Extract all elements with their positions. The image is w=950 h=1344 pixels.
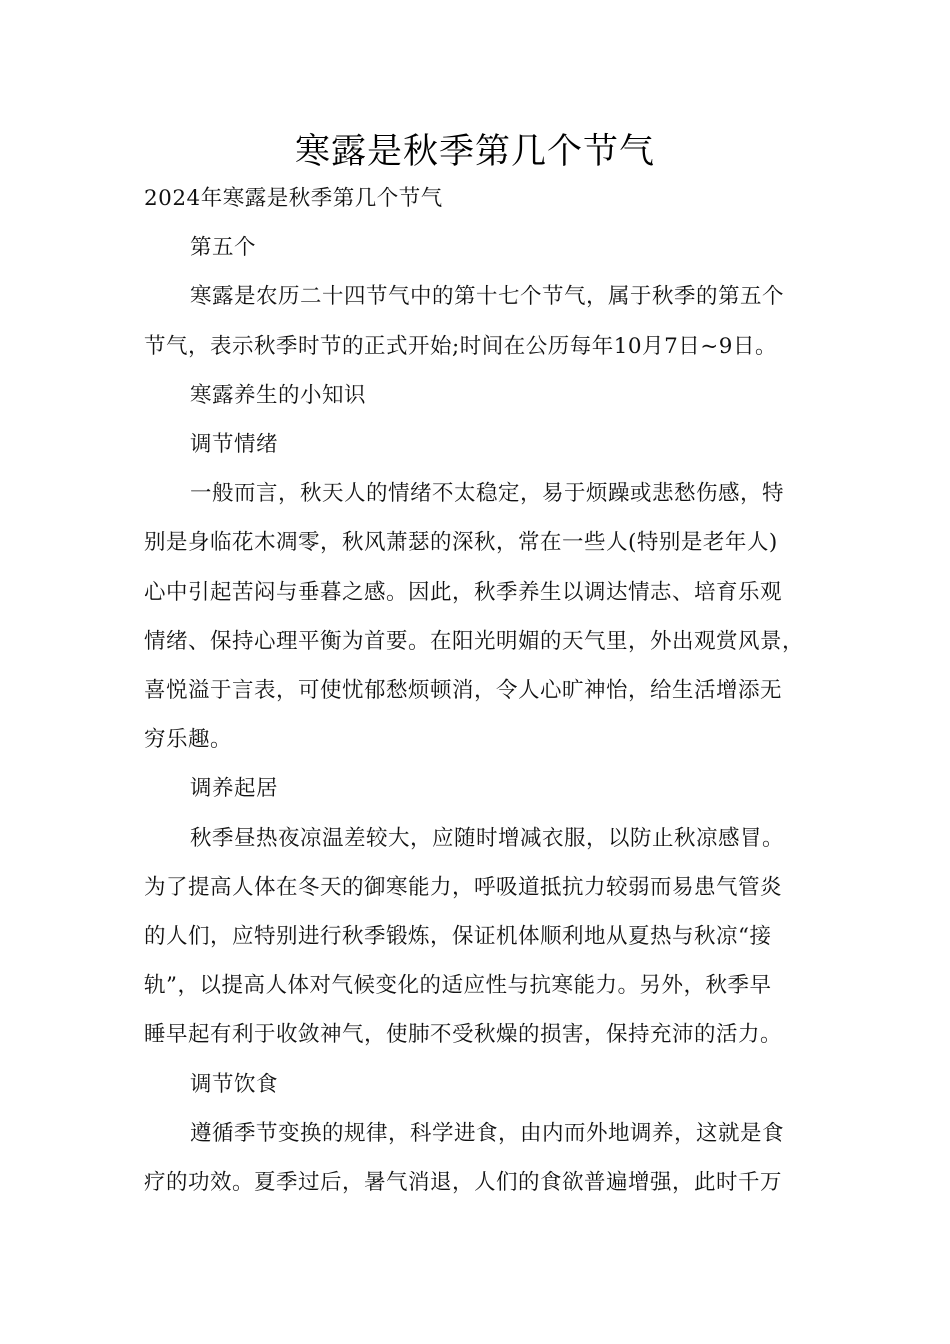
paragraph-line: 别是身临花木凋零，秋风萧瑟的深秋，常在一些人(特别是老年人) xyxy=(144,530,778,556)
paragraph-line: 喜悦溢于言表，可使忧郁愁烦顿消，令人心旷神怡，给生活增添无 xyxy=(144,678,783,703)
paragraph-line: 节气，表示秋季时节的正式开始;时间在公历每年10月7日~9日。 xyxy=(144,333,777,359)
paragraph-line: 为了提高人体在冬天的御寒能力，呼吸道抵抗力较弱而易患气管炎 xyxy=(144,874,783,900)
paragraph-line: 疗的功效。夏季过后，暑气消退，人们的食欲普遍增强，此时千万 xyxy=(144,1170,783,1195)
paragraph-line: 睡早起有利于收敛神气，使肺不受秋燥的损害，保持充沛的活力。 xyxy=(144,1022,783,1048)
paragraph-line: 寒露是农历二十四节气中的第十七个节气，属于秋季的第五个 xyxy=(190,284,785,310)
paragraph-line: 情绪、保持心理平衡为首要。在阳光明媚的天气里，外出观赏风景， xyxy=(144,628,805,654)
paragraph-line: 调养起居 xyxy=(190,776,279,802)
paragraph-line: 秋季昼热夜凉温差较大，应随时增减衣服，以防止秋凉感冒。 xyxy=(190,825,785,851)
paragraph-line: 第五个 xyxy=(190,235,257,261)
paragraph-line: 寒露养生的小知识 xyxy=(190,382,367,408)
document-title: 寒露是秋季第几个节气 xyxy=(294,132,655,172)
paragraph-line: 2024年寒露是秋季第几个节气 xyxy=(144,186,443,211)
paragraph-line: 遵循季节变换的规律，科学进食，由内而外地调养，这就是食 xyxy=(190,1120,785,1146)
paragraph-line: 轨”，以提高人体对气候变化的适应性与抗寒能力。另外，秋季早 xyxy=(144,973,772,999)
paragraph-line: 穷乐趣。 xyxy=(144,727,233,753)
paragraph-line: 一般而言，秋天人的情绪不太稳定，易于烦躁或悲愁伤感，特 xyxy=(190,481,785,507)
paragraph-line: 心中引起苦闷与垂暮之感。因此，秋季养生以调达情志、培育乐观 xyxy=(144,579,783,605)
paragraph-line: 的人们，应特别进行秋季锻炼，保证机体顺利地从夏热与秋凉“接 xyxy=(144,924,772,949)
paragraph-line: 调节情绪 xyxy=(190,432,279,457)
paragraph-line: 调节饮食 xyxy=(190,1071,279,1097)
